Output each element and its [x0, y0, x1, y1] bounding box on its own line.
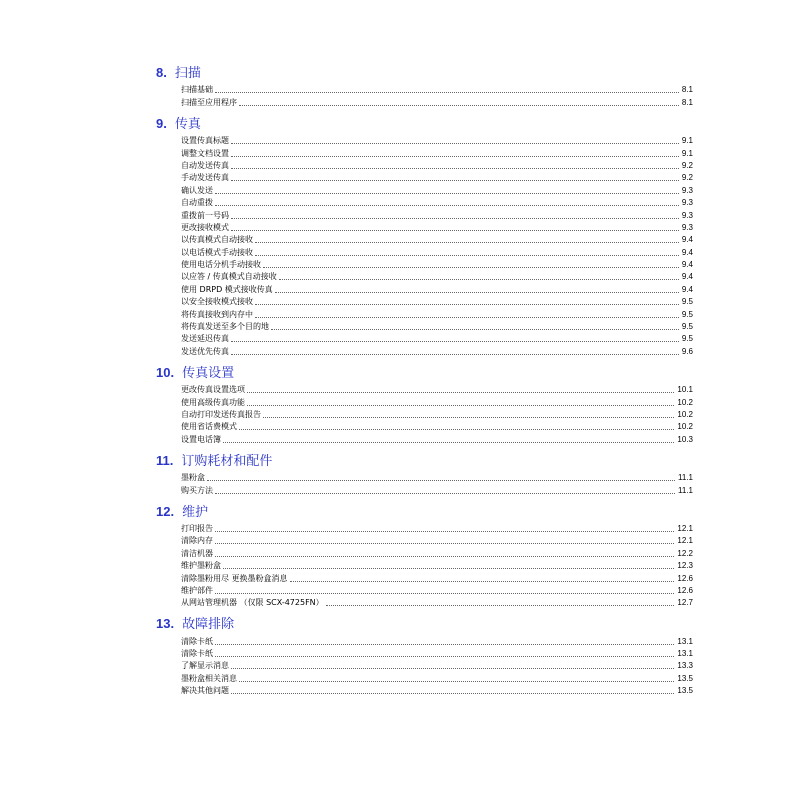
- entry-title: 墨粉盒: [181, 473, 205, 483]
- dot-leader: [215, 556, 674, 557]
- entry-title: 设置电话簿: [181, 434, 221, 444]
- toc-entry[interactable]: [181, 472, 693, 484]
- entry-title: 使用高级传真功能: [181, 397, 245, 407]
- entry-list: [181, 84, 693, 109]
- toc-entry[interactable]: [181, 672, 693, 684]
- toc-entry[interactable]: [181, 523, 693, 535]
- entry-title: 设置传真标题: [181, 136, 229, 146]
- dot-leader: [223, 442, 674, 443]
- chapter-heading[interactable]: [156, 501, 693, 523]
- toc-entry[interactable]: [181, 535, 693, 547]
- dot-leader: [231, 354, 679, 355]
- entry-list: [181, 135, 693, 358]
- toc-entry[interactable]: [181, 271, 693, 283]
- page-number: 9.1: [681, 148, 693, 158]
- page-number: 11.1: [678, 485, 693, 495]
- chapter-heading[interactable]: [156, 450, 693, 472]
- toc-entry[interactable]: [181, 685, 693, 697]
- chapter-number: 13.: [156, 616, 175, 632]
- entry-title: 发送优先传真: [181, 346, 229, 356]
- chapter-title: 故障排除: [182, 617, 235, 633]
- entry-title: 重拨前一号码: [181, 210, 229, 220]
- toc-entry[interactable]: [181, 421, 693, 433]
- page-number: 13.1: [677, 649, 693, 659]
- toc-entry[interactable]: [181, 660, 693, 672]
- entry-title: 自动重拨: [181, 198, 213, 208]
- page-number: 9.4: [681, 247, 693, 257]
- page-number: 9.5: [681, 322, 693, 332]
- entry-title: 墨粉盒相关消息: [181, 673, 237, 683]
- entry-title: 打印报告: [181, 523, 213, 533]
- entry-title: 调整文档设置: [181, 148, 229, 158]
- page-number: 13.3: [677, 661, 693, 671]
- toc-entry[interactable]: [181, 572, 693, 584]
- dot-leader: [215, 493, 675, 494]
- page-number: 10.2: [677, 422, 693, 432]
- chapter-number: 8.: [156, 65, 167, 80]
- toc-entry[interactable]: [181, 147, 693, 159]
- chapter-number: 10.: [156, 364, 175, 380]
- dot-leader: [215, 644, 674, 645]
- toc-entry[interactable]: [181, 296, 693, 308]
- page-number: 9.4: [681, 272, 693, 282]
- toc-entry[interactable]: [181, 135, 693, 147]
- entry-title: 更改接收模式: [181, 222, 229, 232]
- toc-entry[interactable]: [181, 209, 693, 221]
- page-number: 8.1: [681, 97, 693, 107]
- page-number: 12.1: [677, 536, 693, 546]
- dot-leader: [255, 255, 679, 256]
- dot-leader: [215, 92, 679, 93]
- toc-entry[interactable]: [181, 321, 693, 333]
- page-number: 9.4: [681, 260, 693, 270]
- toc-entry[interactable]: [181, 246, 693, 258]
- page-number: 11.1: [678, 473, 693, 483]
- entry-title: 自动发送传真: [181, 160, 229, 170]
- entry-title: 以应答 / 传真模式自动接收: [181, 272, 277, 282]
- entry-title: 了解显示消息: [181, 661, 229, 671]
- entry-title: 确认发送: [181, 185, 213, 195]
- dot-leader: [231, 180, 679, 181]
- toc-entry[interactable]: [181, 547, 693, 559]
- entry-title: 清除卡纸: [181, 636, 213, 646]
- page-number: 10.2: [677, 409, 693, 419]
- dot-leader: [247, 392, 674, 393]
- entry-title: 清洁机器: [181, 548, 213, 558]
- page-number: 9.6: [681, 346, 693, 356]
- dot-leader: [279, 279, 679, 280]
- entry-title: 扫描至应用程序: [181, 97, 237, 107]
- dot-leader: [215, 205, 679, 206]
- dot-leader: [239, 429, 674, 430]
- entry-title: 购买方法: [181, 485, 213, 495]
- entry-title: 将传真发送至多个目的地: [181, 322, 269, 332]
- dot-leader: [215, 656, 674, 657]
- page-number: 10.2: [677, 397, 693, 407]
- entry-title: 使用省话费模式: [181, 422, 237, 432]
- toc-entry[interactable]: [181, 84, 693, 96]
- chapter-number: 9.: [156, 115, 167, 131]
- dot-leader: [231, 668, 674, 669]
- page-number: 10.1: [677, 385, 693, 395]
- toc-entry[interactable]: [181, 585, 693, 597]
- entry-title: 使用电话分机手动接收: [181, 260, 261, 270]
- toc-entry[interactable]: [181, 409, 693, 421]
- dot-leader: [326, 605, 675, 606]
- page-number: 9.5: [681, 334, 693, 344]
- chapter-number: 12.: [156, 503, 175, 519]
- chapter-section: [156, 113, 693, 358]
- entry-title: 维护部件: [181, 585, 213, 595]
- chapter-section: [156, 362, 693, 446]
- entry-title: 发送延迟传真: [181, 334, 229, 344]
- page-number: 9.3: [681, 198, 693, 208]
- page-number: 12.6: [677, 585, 693, 595]
- toc-entry[interactable]: [181, 484, 693, 496]
- dot-leader: [223, 568, 674, 569]
- page-number: 9.1: [681, 136, 693, 146]
- dot-leader: [290, 581, 675, 582]
- dot-leader: [207, 480, 675, 481]
- toc-entry[interactable]: [181, 172, 693, 184]
- page-number: 10.3: [677, 434, 693, 444]
- entry-title: 以传真模式自动接收: [181, 235, 253, 245]
- dot-leader: [275, 292, 679, 293]
- toc-entry[interactable]: [181, 560, 693, 572]
- toc-entry[interactable]: [181, 384, 693, 396]
- page-number: 9.3: [681, 222, 693, 232]
- chapter-heading[interactable]: [156, 62, 693, 84]
- dot-leader: [231, 218, 679, 219]
- toc-entry[interactable]: [181, 648, 693, 660]
- page-number: 9.5: [681, 297, 693, 307]
- dot-leader: [215, 531, 674, 532]
- entry-list: [181, 635, 693, 697]
- toc-entry[interactable]: [181, 345, 693, 357]
- page-number: 12.7: [677, 598, 693, 608]
- chapter-title: 传真设置: [182, 365, 235, 381]
- chapter-section: [156, 62, 693, 109]
- table-of-contents: [0, 62, 810, 697]
- dot-leader: [231, 143, 679, 144]
- chapter-section: [156, 613, 693, 697]
- dot-leader: [215, 543, 674, 544]
- chapter-number: 11.: [156, 452, 174, 468]
- dot-leader: [247, 405, 674, 406]
- toc-entry[interactable]: [181, 197, 693, 209]
- dot-leader: [255, 304, 679, 305]
- entry-title: 以电话模式手动接收: [181, 247, 253, 257]
- toc-entry[interactable]: [181, 160, 693, 172]
- toc-entry[interactable]: [181, 222, 693, 234]
- entry-title: 清除卡纸: [181, 649, 213, 659]
- entry-title: 将传真接收到内存中: [181, 309, 253, 319]
- page-number: 9.3: [681, 185, 693, 195]
- dot-leader: [255, 317, 679, 318]
- dot-leader: [215, 593, 674, 594]
- dot-leader: [231, 168, 679, 169]
- page-number: 9.2: [681, 173, 693, 183]
- dot-leader: [263, 417, 674, 418]
- page-number: 12.6: [677, 573, 693, 583]
- dot-leader: [239, 681, 674, 682]
- toc-entry[interactable]: [181, 597, 693, 609]
- dot-leader: [231, 230, 679, 231]
- entry-title: 以安全接收模式接收: [181, 297, 253, 307]
- dot-leader: [271, 329, 679, 330]
- page-number: 12.2: [677, 548, 693, 558]
- entry-list: [181, 472, 693, 497]
- dot-leader: [239, 105, 679, 106]
- entry-title: 清除墨粉用尽 更换墨粉盒消息: [181, 573, 288, 583]
- entry-title: 从网站管理机器 （仅限 SCX-4725FN）: [181, 598, 324, 608]
- entry-title: 维护墨粉盒: [181, 561, 221, 571]
- dot-leader: [231, 341, 679, 342]
- chapter-heading[interactable]: [156, 362, 693, 384]
- page-number: 13.5: [677, 673, 693, 683]
- entry-title: 自动打印发送传真报告: [181, 409, 261, 419]
- toc-entry[interactable]: [181, 184, 693, 196]
- toc-entry[interactable]: [181, 635, 693, 647]
- chapter-section: [156, 501, 693, 610]
- dot-leader: [263, 267, 679, 268]
- dot-leader: [255, 242, 679, 243]
- entry-title: 手动发送传真: [181, 173, 229, 183]
- toc-entry[interactable]: [181, 96, 693, 108]
- chapter-heading[interactable]: [156, 113, 693, 135]
- page-number: 9.2: [681, 160, 693, 170]
- toc-entry[interactable]: [181, 333, 693, 345]
- chapter-title: 订购耗材和配件: [181, 453, 273, 469]
- page-number: 13.5: [677, 686, 693, 696]
- toc-entry[interactable]: [181, 396, 693, 408]
- entry-list: [181, 384, 693, 446]
- entry-title: 解决其他问题: [181, 686, 229, 696]
- entry-list: [181, 523, 693, 610]
- toc-entry[interactable]: [181, 283, 693, 295]
- chapter-heading[interactable]: [156, 613, 693, 635]
- toc-entry[interactable]: [181, 308, 693, 320]
- chapter-section: [156, 450, 693, 497]
- page-number: 9.4: [681, 235, 693, 245]
- page-number: 13.1: [677, 636, 693, 646]
- page-number: 8.1: [681, 85, 693, 95]
- page-number: 9.4: [681, 284, 693, 294]
- toc-entry[interactable]: [181, 433, 693, 445]
- page-number: 9.3: [681, 210, 693, 220]
- entry-title: 清除内存: [181, 536, 213, 546]
- dot-leader: [231, 693, 674, 694]
- page-number: 12.1: [677, 523, 693, 533]
- entry-title: 扫描基础: [181, 85, 213, 95]
- chapter-title: 维护: [182, 504, 209, 520]
- toc-entry[interactable]: [181, 234, 693, 246]
- entry-title: 更改传真设置选项: [181, 385, 245, 395]
- dot-leader: [231, 156, 679, 157]
- dot-leader: [215, 193, 679, 194]
- chapter-title: 扫描: [174, 66, 201, 81]
- toc-entry[interactable]: [181, 259, 693, 271]
- entry-title: 使用 DRPD 模式接收传真: [181, 284, 273, 294]
- page-number: 12.3: [677, 561, 693, 571]
- page-number: 9.5: [681, 309, 693, 319]
- chapter-title: 传真: [174, 116, 201, 132]
